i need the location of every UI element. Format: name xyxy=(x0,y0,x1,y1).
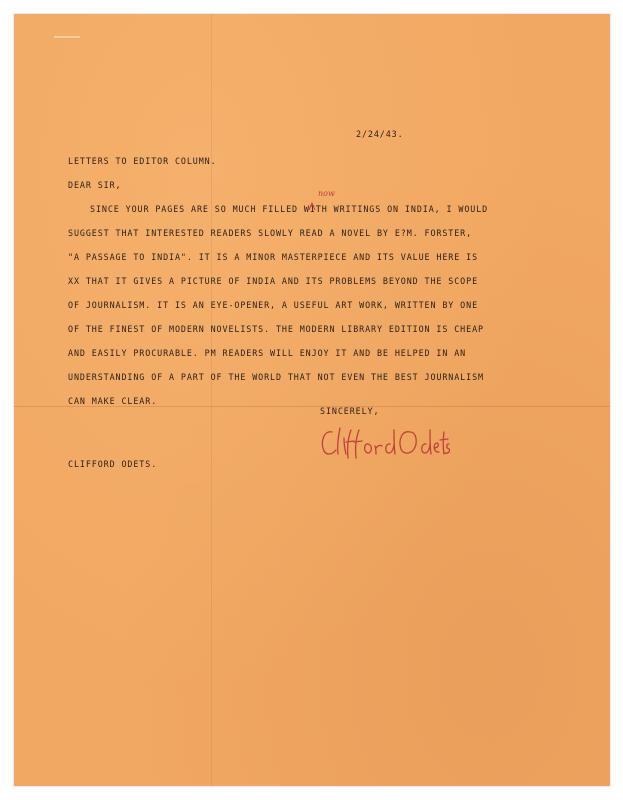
body-line: XX THAT IT GIVES A PICTURE OF INDIA AND ITS PROBLEMS BEYOND THE SCOPE xyxy=(68,276,479,286)
handwritten-insert: now xyxy=(318,189,335,198)
body-line: SINCE YOUR PAGES ARE SO MUCH FILLED WITH WRITINGS ON INDIA, I WOULD xyxy=(90,204,489,214)
body-line: CAN MAKE CLEAR. xyxy=(68,396,158,406)
address-line: LETTERS TO EDITOR COLUMN. xyxy=(68,156,217,166)
letter-date: 2/24/43. xyxy=(356,129,404,139)
typed-name: CLIFFORD ODETS. xyxy=(68,459,158,469)
signature-handwritten xyxy=(318,424,450,460)
body-line: UNDERSTANDING OF A PART OF THE WORLD THAT NOT EVEN THE BEST JOURNALISM xyxy=(68,372,484,382)
body-line: OF THE FINEST OF MODERN NOVELISTS. THE MODERN LIBRARY EDITION IS CHEAP xyxy=(68,324,484,334)
salutation: DEAR SIR, xyxy=(68,180,122,190)
body-line: AND EASILY PROCURABLE. PM READERS WILL ENJOY IT AND BE HELPED IN AN xyxy=(68,348,467,358)
insert-caret-icon xyxy=(308,201,316,211)
letter-page xyxy=(14,14,610,786)
fold-line-vertical xyxy=(211,14,212,786)
paper-mark xyxy=(54,36,80,38)
body-line: OF JOURNALISM. IT IS AN EYE-OPENER, A USEFUL ART WORK, WRITTEN BY ONE xyxy=(68,300,479,310)
body-line: SUGGEST THAT INTERESTED READERS SLOWLY READ A NOVEL BY E?M. FORSTER, xyxy=(68,228,473,238)
body-line: "A PASSAGE TO INDIA". IT IS A MINOR MASTERPIECE AND ITS VALUE HERE IS xyxy=(68,252,479,262)
closing: SINCERELY, xyxy=(320,406,380,416)
